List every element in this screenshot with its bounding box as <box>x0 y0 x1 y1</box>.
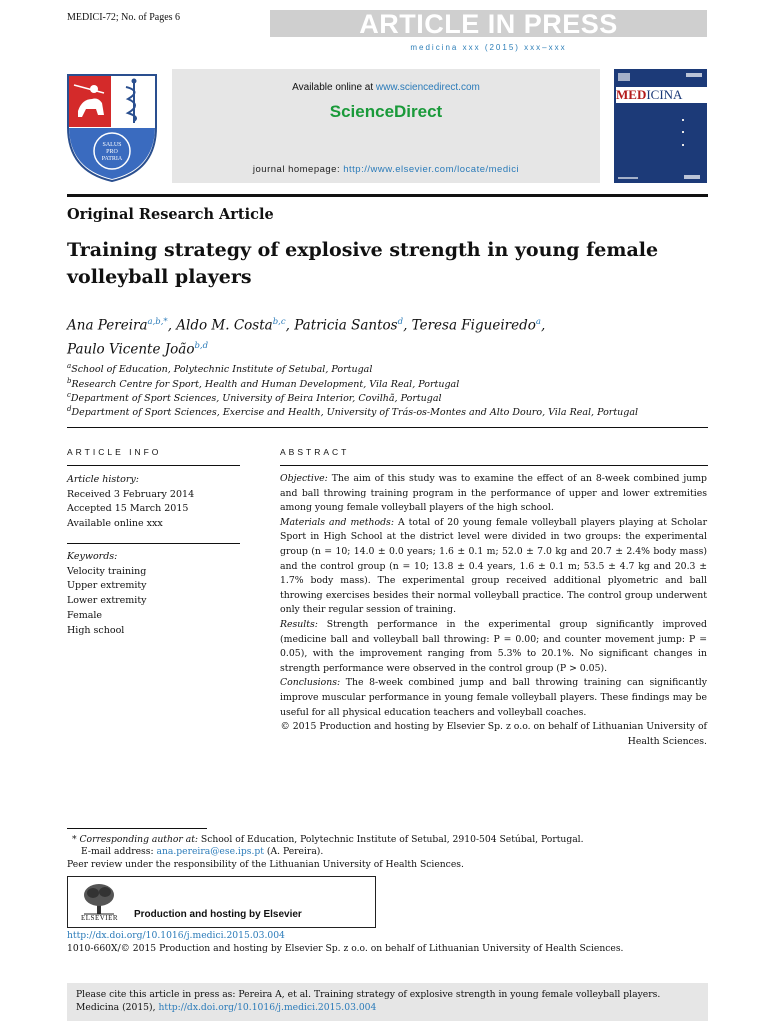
history-label: Article history: <box>67 474 139 485</box>
keyword: Lower extremity <box>67 595 147 607</box>
objective-text: The aim of this study was to examine the effect of an 8-week combined jump and ball throwing training program in the performance of upper and lower extremities among young female volleyball players of the high school. <box>280 473 707 514</box>
conclusions-label: Conclusions: <box>280 677 341 689</box>
peer-review-note: Peer review under the responsibility of the Lithuanian University of Health Sciences. <box>67 859 464 870</box>
journal-homepage-line <box>172 164 600 175</box>
methods-text: A total of 20 young female volleyball players playing at Scholar Sport in High School at the district level were divided in two groups: the experimental group (n = 10; 14.0 ± 0.0 years; 1.6 ± 0.1 m; 52.0 ± 7.0 kg and 20.7 ± 2.4% body mass) and the control group (n = 10; 13.8 ± 0.4 years, 1.6 ± 0.1 m; 53.5 ± 4.7 kg and 20.3 ± 1.7% body mass). The experimental group received additional plyometric and ball throwing exercises besides their normal volleyball practice. The control group underwent only their regular session of training. <box>280 516 708 616</box>
article-info-heading: ARTICLE INFO <box>67 447 162 457</box>
corresponding-author-note <box>72 834 584 845</box>
section-divider <box>67 427 708 428</box>
email-link[interactable]: ana.pereira@ese.ips.pt <box>156 846 264 857</box>
affiliation-text: Department of Sport Sciences, University of Beira Interior, Covilhã, Portugal <box>70 393 442 405</box>
footnote-rule <box>67 828 207 829</box>
author-name: Ana Pereira <box>67 317 148 334</box>
affiliation <box>67 362 372 375</box>
doi-link[interactable]: http://dx.doi.org/10.1016/j.medici.2015.03.004 <box>67 930 285 941</box>
online-date: Available online xxx <box>67 518 163 530</box>
abstract-heading: ABSTRACT <box>280 447 350 457</box>
conclusions-text: The 8-week combined jump and ball throwing training can significantly improve muscular performance in young female volleyball players. These findings may be useful for all physical education teachers and volleyball coaches. <box>280 677 707 718</box>
sciencedirect-logo-text: ScienceDirect <box>329 102 443 121</box>
citation-doi-link[interactable]: http://dx.doi.org/10.1016/j.medici.2015.03.004 <box>158 1002 377 1013</box>
article-type: Original Research Article <box>67 206 274 223</box>
author-name: Teresa Figueiredo <box>411 317 536 334</box>
sciencedirect-link[interactable]: www.sciencedirect.com <box>375 82 480 93</box>
abstract-body <box>280 472 707 749</box>
results-label: Results: <box>280 618 318 630</box>
corresponding-label: Corresponding author at: <box>79 834 198 845</box>
email-note <box>81 846 323 857</box>
author-name: Patricia Santos <box>294 317 398 334</box>
keywords-block <box>67 550 147 638</box>
abstract-objective <box>280 472 707 516</box>
citation-body: Please cite this article in press as: Pereira A, et al. Training strategy of explosive strength in young female volleyball players. Medicina (2015), <box>76 989 661 1013</box>
author-name: Paulo Vicente João <box>67 341 195 357</box>
keyword: High school <box>67 624 125 636</box>
affiliation-text: Research Centre for Sport, Health and Human Development, Vila Real, Portugal <box>71 379 460 391</box>
journal-cover-thumbnail <box>614 69 707 183</box>
article-info-rule <box>67 465 240 466</box>
affiliation-mark: c <box>67 391 71 399</box>
cover-title <box>616 87 707 103</box>
accepted-date: Accepted 15 March 2015 <box>67 503 189 515</box>
cover-title-red: MED <box>616 87 647 102</box>
header-divider <box>67 194 708 197</box>
author-name: Aldo M. Costa <box>176 317 273 334</box>
cover-title-blue: ICINA <box>646 87 683 102</box>
elsevier-tree-icon <box>82 883 116 915</box>
author-affiliation-marks[interactable]: d <box>397 317 404 327</box>
citation-text <box>76 988 704 1014</box>
methods-label: Materials and methods: <box>280 516 394 528</box>
abstract-methods <box>280 516 707 618</box>
affiliation <box>67 377 459 390</box>
homepage-prefix: journal homepage: <box>252 164 344 175</box>
affiliation-mark: d <box>67 405 72 413</box>
affiliation-mark: a <box>67 362 72 370</box>
journal-reference: medicina xxx (2015) xxx–xxx <box>410 43 567 52</box>
email-label: E-mail address: <box>81 846 157 857</box>
keywords-label: Keywords: <box>67 551 118 562</box>
abstract-copyright: © 2015 Production and hosting by Elsevier Sp. z o.o. on behalf of Lithuanian University of Health Sciences. <box>280 721 707 747</box>
article-in-press-label: ARTICLE IN PRESS <box>359 9 618 39</box>
affiliation-text: School of Education, Polytechnic Institute of Setubal, Portugal <box>71 364 373 376</box>
footnote-star: * <box>72 834 77 845</box>
elsevier-wordmark: ELSEVIER <box>81 914 119 922</box>
author-affiliation-marks[interactable]: a <box>535 317 541 327</box>
keyword: Upper extremity <box>67 580 147 592</box>
keyword: Female <box>67 609 103 621</box>
motto-word: PRO <box>106 149 118 155</box>
publisher-box <box>67 876 376 928</box>
received-date: Received 3 February 2014 <box>67 488 195 500</box>
motto-word: PATRIA <box>101 156 123 162</box>
affiliation <box>67 405 638 418</box>
production-hosting-label: Production and hosting by Elsevier <box>134 909 302 920</box>
author-list: Ana Pereira$^{a,b,*}$, Aldo M. Costa$^{b,c}$, Patricia Santos$^d$, Teresa Figueiredo$^a$, Paulo Vicente João$^{b,d}$ <box>67 317 546 357</box>
corresponding-text: School of Education, Polytechnic Institute of Setubal, 2910-504 Setúbal, Portugal. <box>198 834 584 845</box>
abstract-rule <box>280 465 708 466</box>
university-crest-logo <box>64 71 160 183</box>
available-online-line <box>172 82 600 93</box>
results-text: Strength performance in the experimental group significantly improved (medicine ball and volleyball ball throwing: P = 0.00; and counter movement jump: P = 0.05), with the improvement ranging from 5.3% to 20.1%. No significant changes in strength performance were observed in the control group (P > 0.05). <box>280 618 707 674</box>
motto-word: SALUS <box>102 142 122 148</box>
journal-homepage-link[interactable]: http://www.elsevier.com/locate/medici <box>343 164 520 175</box>
document-id: MEDICI-72; No. of Pages 6 <box>67 12 181 23</box>
keyword: Velocity training <box>67 565 147 577</box>
email-suffix: (A. Pereira). <box>263 846 324 857</box>
author-affiliation-marks[interactable]: b,c <box>272 317 286 327</box>
affiliation <box>67 391 442 404</box>
abstract-conclusions <box>280 676 707 720</box>
abstract-results <box>280 618 707 676</box>
affiliation-mark: b <box>67 377 72 385</box>
keywords-rule <box>67 543 240 544</box>
affiliation-text: Department of Sport Sciences, Exercise and Health, University of Trás-os-Montes and Alto Douro, Vila Real, Portugal <box>71 407 639 419</box>
author-affiliation-marks[interactable]: a,b,* <box>147 317 168 327</box>
author-affiliation-marks[interactable]: b,d <box>194 340 209 351</box>
article-history <box>67 473 194 532</box>
objective-label: Objective: <box>280 473 328 484</box>
available-prefix: Available online at <box>292 82 376 93</box>
issn-copyright: 1010-660X/© 2015 Production and hosting by Elsevier Sp. z o.o. on behalf of Lithuanian University of Health Sciences. <box>67 943 624 954</box>
article-title: Training strategy of explosive strength in young female volleyball players <box>67 239 659 288</box>
